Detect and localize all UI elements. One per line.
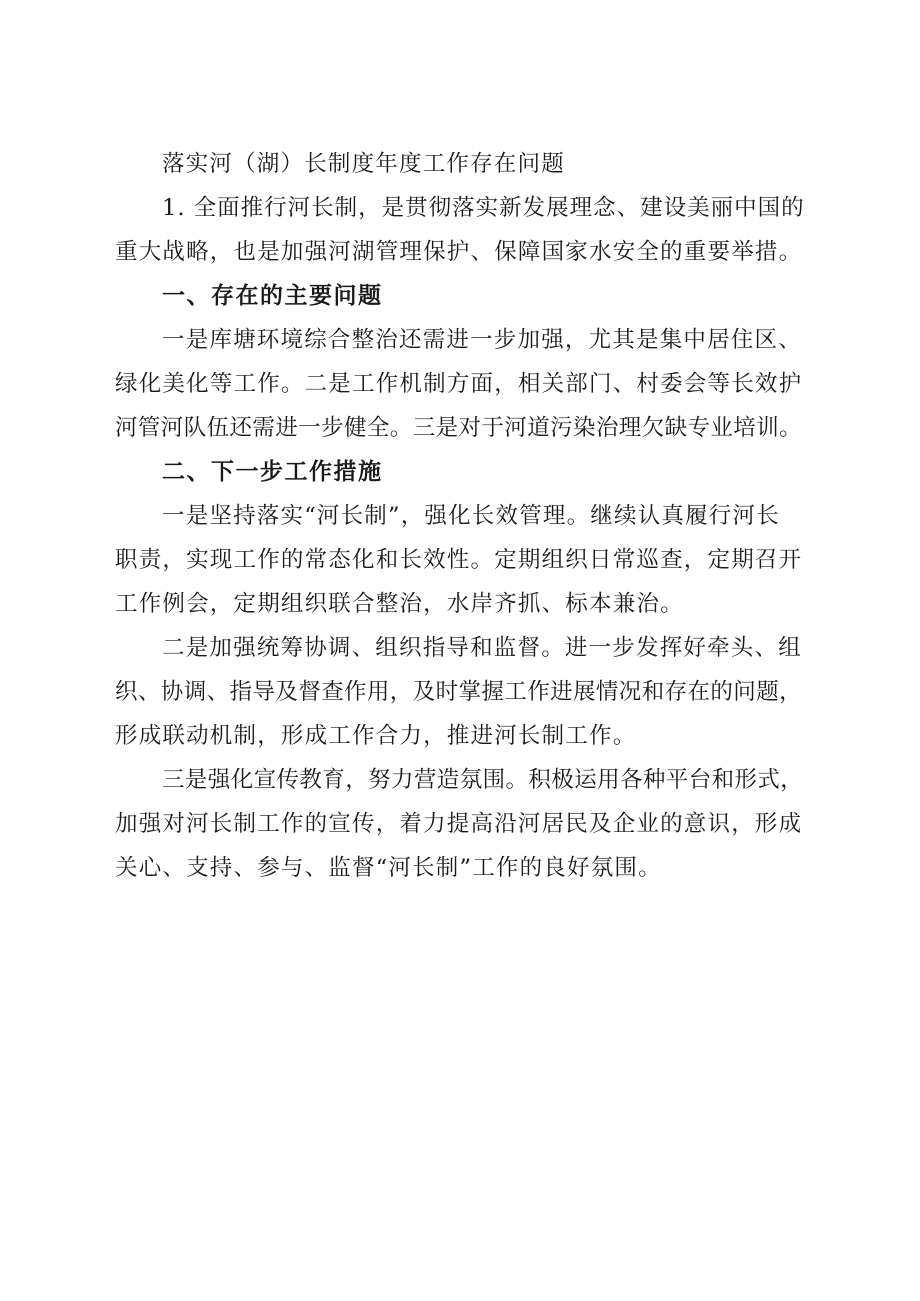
section-1-paragraph xyxy=(115,318,805,450)
intro-line-2: 重大战略，也是加强河湖管理保护、保障国家水安全的重要举措。 xyxy=(115,239,803,265)
section-2-p3-line-3: 关心、支持、参与、监督“河长制”工作的良好氛围。 xyxy=(115,855,662,881)
document-page xyxy=(115,142,805,890)
section-2-p1-line-1: 一是坚持落实“河长制”，强化长效管理。继续认真履行河长 xyxy=(162,503,780,529)
section-2-paragraph-2 xyxy=(115,626,805,758)
section-2-p2-line-1: 二是加强统筹协调、组织指导和监督。进一步发挥好牵头、组 xyxy=(162,635,802,661)
section-2-p1-line-2: 职责，实现工作的常态化和长效性。定期组织日常巡查，定期召开 xyxy=(115,547,803,573)
section-2-paragraph-1 xyxy=(115,494,805,626)
section-1-line-1: 一是库塘环境综合整治还需进一步加强，尤其是集中居住区、 xyxy=(162,327,802,353)
document-title: 落实河（湖）长制度年度工作存在问题 xyxy=(162,151,565,177)
section-2-p2-line-2: 织、协调、指导及督查作用，及时掌握工作进展情况和存在的问题， xyxy=(115,679,803,705)
section-2-paragraph-3 xyxy=(115,758,805,890)
section-2-p3-line-1: 三是强化宣传教育，努力营造氛围。积极运用各种平台和形式， xyxy=(162,767,804,793)
section-1-heading: 一、存在的主要问题 xyxy=(162,283,383,309)
section-2-p2-line-3: 形成联动机制，形成工作合力，推进河长制工作。 xyxy=(115,723,637,749)
section-2-p3-line-2: 加强对河长制工作的宣传，着力提高沿河居民及企业的意识，形成 xyxy=(115,811,803,837)
section-1-line-2: 绿化美化等工作。二是工作机制方面，相关部门、村委会等长效护 xyxy=(115,371,803,397)
intro-line-1: 1. 全面推行河长制，是贯彻落实新发展理念、建设美丽中国的 xyxy=(162,195,805,221)
intro-paragraph xyxy=(115,186,805,274)
section-2-heading: 二、下一步工作措施 xyxy=(162,459,383,485)
section-1-line-3: 河管河队伍还需进一步健全。三是对于河道污染治理欠缺专业培训。 xyxy=(115,415,803,441)
section-2-p1-line-3: 工作例会，定期组织联合整治，水岸齐抓、标本兼治。 xyxy=(115,591,684,617)
